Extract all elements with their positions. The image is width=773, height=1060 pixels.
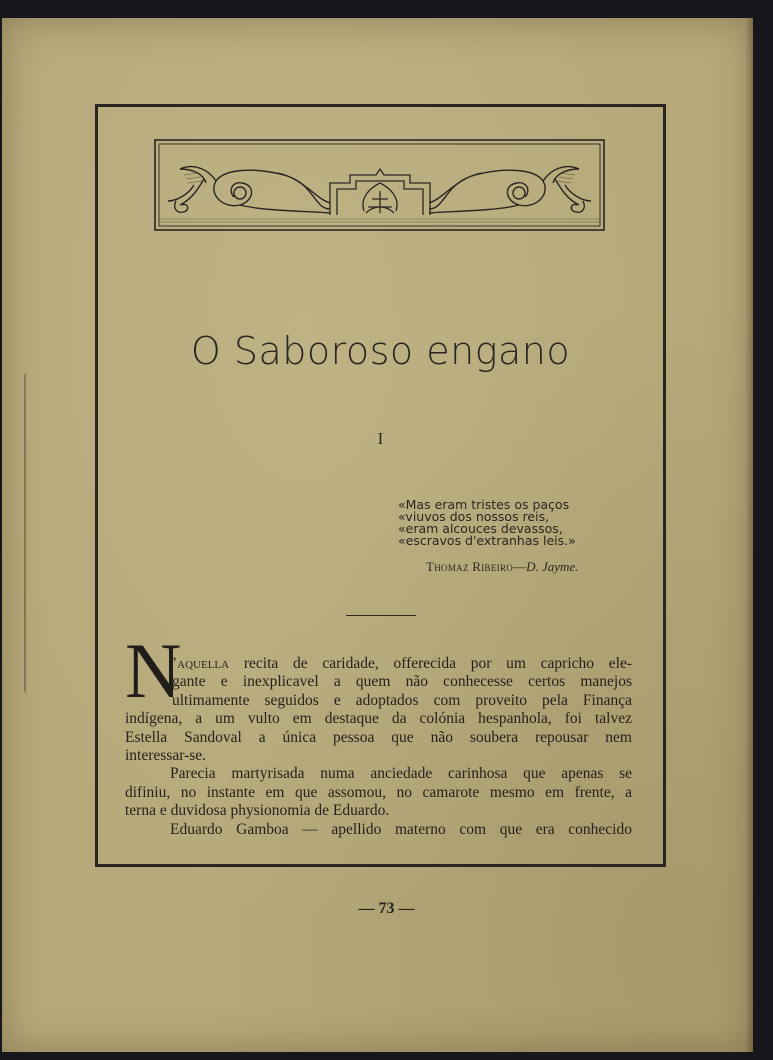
body-line: Estella Sandoval a única pessoa que não soubera repousar nem: [125, 728, 632, 746]
lead-in-word: ’aquella: [172, 655, 230, 672]
drop-cap: N: [125, 627, 182, 714]
body-line: gante e inexplicavel a quem não conhecesse certos manejos: [172, 673, 632, 691]
page-edge-shadow: [745, 18, 753, 1052]
body-line: difiniu, no instante em que assomou, no camarote mesmo em frente, a: [125, 783, 632, 801]
body-line: ultimamente seguidos e adoptados com proveito pela Finança: [172, 691, 632, 709]
text-frame: [95, 104, 666, 867]
body-text: [125, 655, 632, 839]
epigraph: [398, 499, 628, 547]
attribution-separator: —: [513, 559, 527, 574]
body-line-text: recita de caridade, offerecida por um capricho ele-: [229, 655, 632, 672]
book-page: [2, 18, 753, 1052]
body-line: Eduardo Gamboa — apellido materno com que era conhecido: [170, 820, 632, 838]
attribution-author: Thomaz Ribeiro: [426, 559, 514, 574]
body-line: terna e duvidosa physionomia de Eduardo.: [125, 802, 390, 820]
epigraph-line: «escravos d'extranhas leis.»: [398, 533, 576, 548]
binding-mark: [24, 373, 32, 693]
ornamental-headpiece: [154, 139, 605, 231]
body-line: Parecia martyrisada numa anciedade carinhosa que apenas se: [170, 765, 632, 783]
page-number: — 73 —: [358, 900, 415, 917]
epigraph-attribution: [426, 559, 656, 575]
epigraph-line: «viuvos dos nossos reis,: [398, 509, 550, 524]
chapter-number: I: [377, 429, 384, 448]
body-line: [125, 655, 632, 673]
epigraph-line: «eram alcouces devassos,: [398, 521, 563, 536]
epigraph-line: «Mas eram tristes os paços: [398, 497, 570, 512]
story-title: O Saboroso engano: [190, 329, 571, 373]
section-rule: [346, 615, 416, 616]
body-line: indígena, a um vulto em destaque da colónia hespanhola, foi talvez: [125, 710, 632, 728]
attribution-work: D. Jayme.: [526, 559, 579, 574]
body-line: interessar-se.: [125, 747, 207, 765]
